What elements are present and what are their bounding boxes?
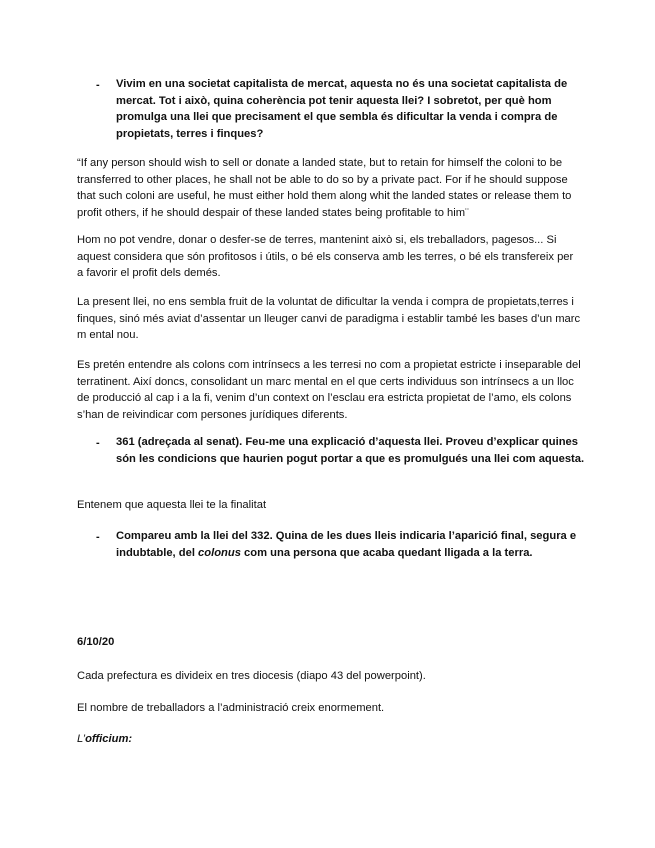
paragraph-6: El nombre de treballadors a l’administració creix enormement. [77, 702, 385, 714]
quote-paragraph: “If any person should wish to sell or donate a landed state, but to retain for himself the coloni to be transferred to other places, he shall not be able to do so by a private pact. For if he should suppose that such coloni are useful, he must either hold them along whit the landed states or release them to profit others, if he should despair of these landed states being profitable to him¨ [77, 157, 572, 219]
question-3-text: Compareu amb la llei del 332. Quina de les dues lleis indicaria l’aparició final, segura e indubtable, del [116, 530, 577, 559]
paragraph-3: Es pretén entendre als colons com intrínsecs a les terresi no com a propietat estricte i inseparable del terratinent. Així doncs, consolidant un marc mental en el que certs individuus son intrínsecs a un lloc de producció al cap i a la fi, venim d’un context on l’esclau era estricta propietat de l’amo, els colons s’han de reivindicar com persones jurídiques diferents. [77, 359, 581, 421]
question-3 [116, 528, 596, 561]
question-3-text-end: com una persona que acaba quedant lligada a la terra. [240, 546, 533, 559]
bullet-marker: - [96, 531, 100, 543]
bullet-marker: - [96, 437, 100, 449]
question-1: Vivim en una societat capitalista de mercat, aquesta no és una societat capitalista de mercat. Tot i això, quina coherència pot tenir aquesta llei? I sobretot, per què hom promulga una llei que precisament el que sembla és dificultar la venda i compra de propietats, terres i finques? [116, 78, 568, 140]
paragraph-2: La present llei, no ens sembla fruit de la voluntat de dificultar la venda i compra de propietats,terres i finques, sinó més aviat d’assentar un lleuger canvi de paradigma i establir també les bases d’un marc m ental nou. [77, 296, 581, 341]
officium-prefix: L’ [77, 733, 86, 745]
paragraph-5: Cada prefectura es divideix en tres diocesis (diapo 43 del powerpoint). [77, 670, 426, 682]
officium-term: officium: [85, 733, 133, 745]
officium-heading [77, 731, 582, 748]
paragraph-1: Hom no pot vendre, donar o desfer-se de terres, mantenint això si, els treballadors, pagesos... Si aquest considera que són profitosos i útils, o bé els conserva amb les terres, o bé els transfereix per a favorir el profit dels demés. [77, 234, 574, 279]
date-heading: 6/10/20 [77, 636, 115, 648]
paragraph-4: Entenem que aquesta llei te la finalitat [77, 499, 267, 511]
bullet-marker: - [96, 79, 100, 91]
question-2: 361 (adreçada al senat). Feu-me una explicació d’aquesta llei. Proveu d’explicar quines són les condicions que haurien pogut portar a que es promulgués una llei com aquesta. [116, 436, 585, 465]
question-3-italic-term: colonus [198, 546, 241, 559]
